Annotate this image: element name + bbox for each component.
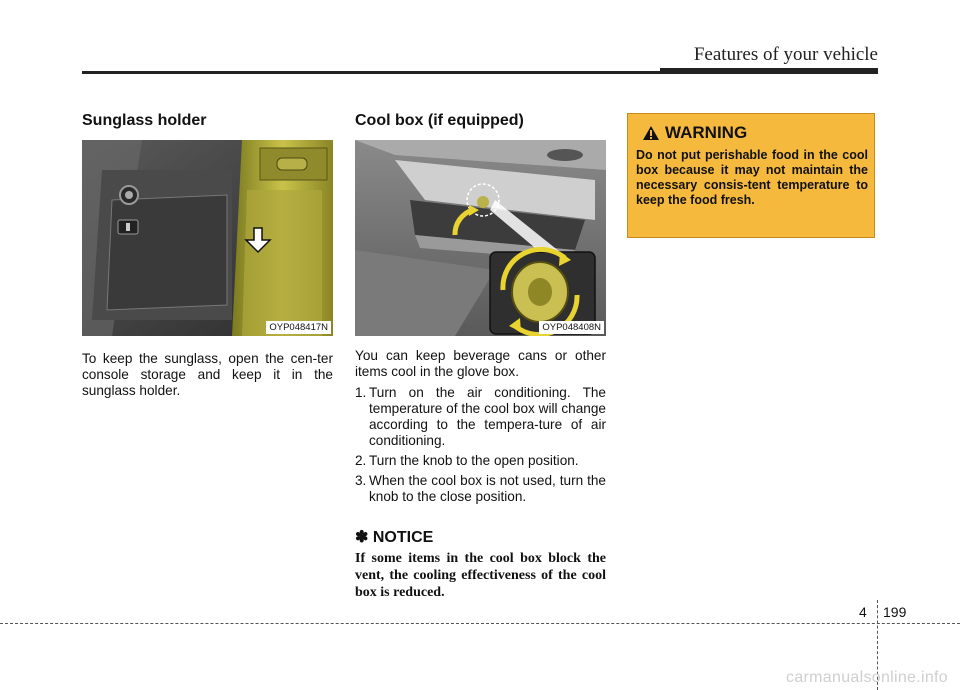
step-text: Turn the knob to the open position. [369, 453, 579, 468]
coolbox-figure-code: OYP048408N [539, 321, 604, 334]
header-title: Features of your vehicle [693, 44, 878, 65]
sunglass-holder-illustration [82, 140, 333, 336]
notice-heading-row [355, 527, 433, 547]
coolbox-intro: You can keep beverage cans or other items cool in the glove box. [355, 348, 606, 379]
list-item [355, 473, 606, 505]
sunglass-figure-code: OYP048417N [266, 321, 331, 334]
warning-title: WARNING [665, 123, 748, 142]
list-item [355, 453, 606, 469]
notice-text: If some items in the cool box block the vent, the cooling effectiveness of the cool box is reduced. [355, 551, 606, 600]
header-rule [82, 71, 878, 74]
warning-box [627, 113, 875, 238]
glove-box-illustration [355, 140, 606, 336]
step-number: 1. [355, 385, 367, 400]
step-number: 3. [355, 473, 367, 488]
notice-icon: ✽ [355, 529, 369, 546]
step-text: When the cool box is not used, turn the knob to the close position. [369, 473, 606, 504]
list-item [355, 385, 606, 449]
coolbox-heading: Cool box (if equipped) [355, 112, 524, 129]
notice-heading: NOTICE [372, 529, 434, 546]
warning-title-row [642, 123, 747, 143]
coolbox-steps [355, 385, 606, 505]
sunglass-heading: Sunglass holder [82, 112, 207, 129]
page-number: 199 [883, 604, 907, 620]
chapter-number: 4 [859, 604, 867, 620]
coolbox-figure [355, 140, 606, 336]
watermark: carmanualsonline.info [786, 669, 948, 686]
warning-text: Do not put perishable food in the cool box because it may not maintain the necessary consis-tent temperature to keep the food fresh. [636, 148, 868, 207]
warning-triangle-icon [642, 125, 660, 141]
step-number: 2. [355, 453, 367, 468]
sunglass-figure [82, 140, 333, 336]
step-text: Turn on the air conditioning. The temperature of the cool box will change according to the tempera-ture of air conditioning. [369, 385, 606, 448]
footer-rule [0, 623, 960, 624]
sunglass-body: To keep the sunglass, open the cen-ter console storage and keep it in the sunglass holder. [82, 351, 333, 398]
